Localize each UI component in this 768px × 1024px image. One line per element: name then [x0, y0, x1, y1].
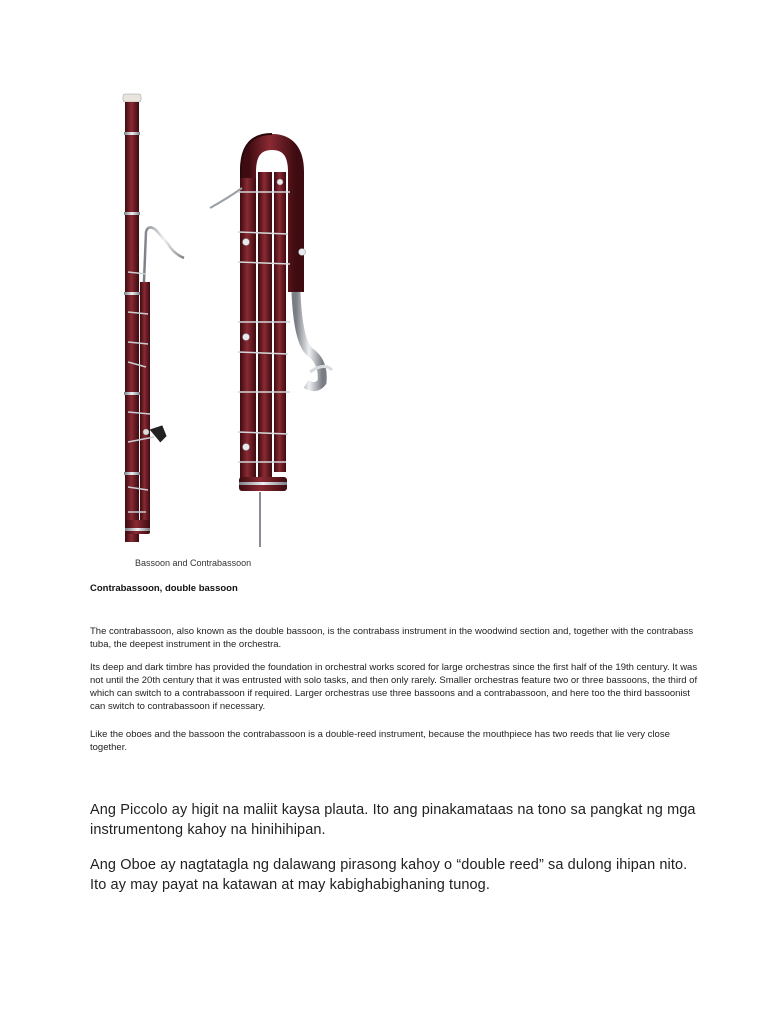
contrabassoon-drawing: [210, 134, 332, 547]
section-heading: Contrabassoon, double bassoon: [90, 583, 238, 594]
tagalog-paragraph-piccolo: Ang Piccolo ay higit na maliit kaysa plauta. Ito ang pinakamataas na tono sa pangkat ng mga instrumentong kahoy na hinihihipan.: [90, 802, 696, 838]
figure-caption: Bassoon and Contrabassoon: [135, 558, 252, 568]
paragraph: Its deep and dark timbre has provided the foundation in orchestral works scored for large orchestras since the first half of the 19th century. It was not until the 20th century that it was entrusted with solo tasks, and then only rarely. Smaller orchestras feature two or three bassoons, the third of which can switch to a contrabassoon if required. Larger orchestras use three bassoons and a contrabassoon, and here too the third bassoonist can switch to contrabassoon if necessary.: [90, 662, 698, 712]
bassoon-contrabassoon-image: [110, 92, 350, 552]
bassoon-drawing: [123, 94, 184, 542]
paragraph: The contrabassoon, also known as the double bassoon, is the contrabass instrument in the woodwind section and, together with the contrabass tuba, the deepest instrument in the orchestra.: [90, 626, 694, 650]
tagalog-paragraph-oboe: Ang Oboe ay nagtatagla ng dalawang pirasong kahoy o “double reed” sa dulong ihipan nito. Ito ay may payat na katawan at may kabighabighaning tunog.: [90, 857, 688, 893]
paragraph: Like the oboes and the bassoon the contrabassoon is a double-reed instrument, because the mouthpiece has two reeds that lie very close together.: [90, 729, 670, 753]
